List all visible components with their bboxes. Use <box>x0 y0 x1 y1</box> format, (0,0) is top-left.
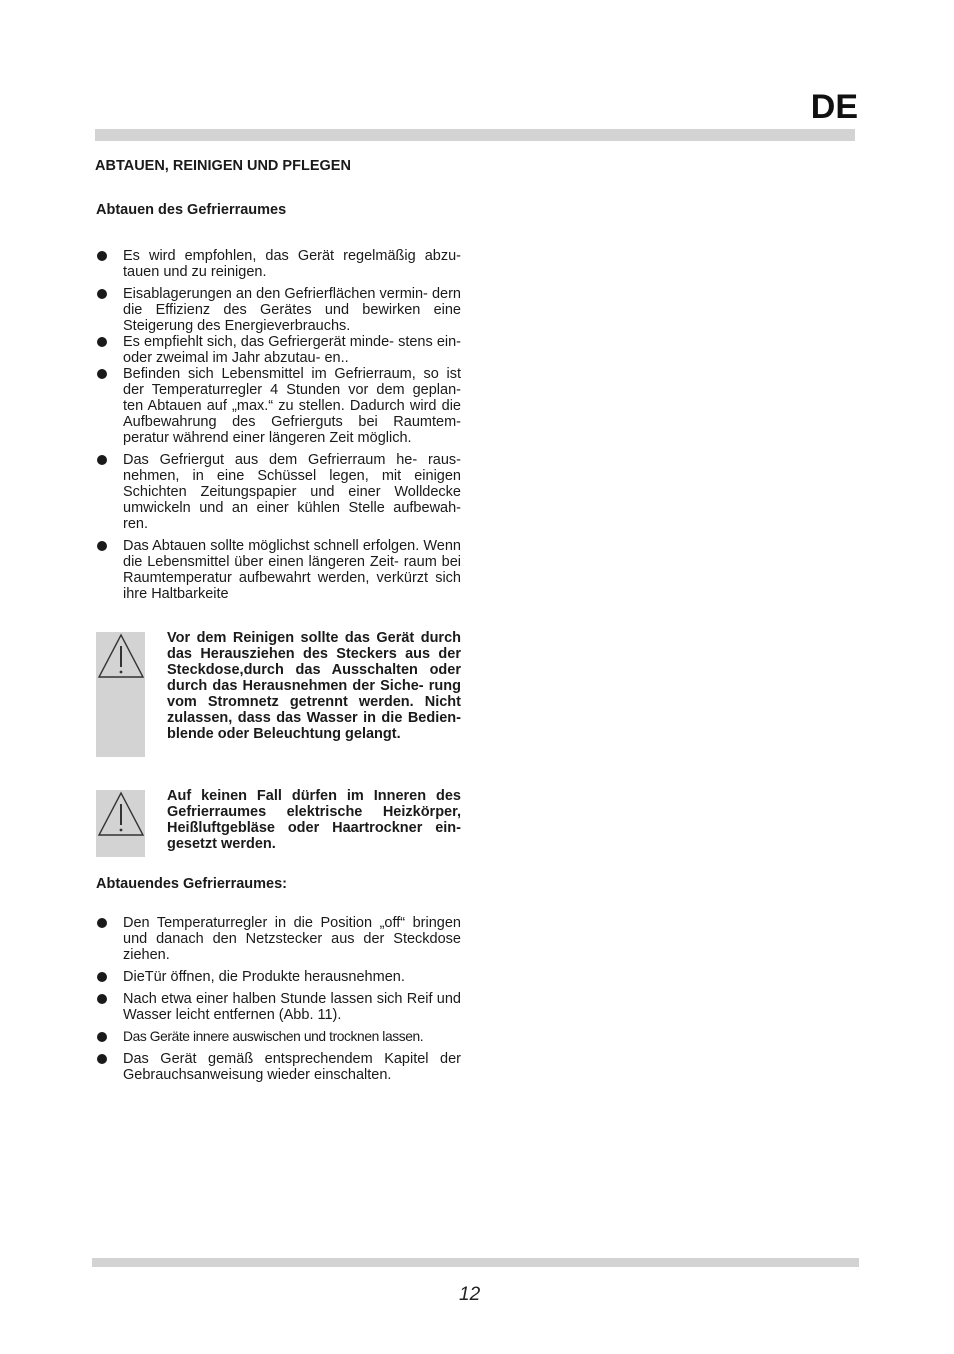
warning-triangle-icon <box>97 791 145 837</box>
list-item <box>96 366 461 446</box>
bullet-icon <box>97 918 107 928</box>
warning-text: Auf keinen Fall dürfen im Inneren des Gefrierraumes elektrische Heizkörper, Heißluftgebläse oder Haartrockner ein- gesetzt werden. <box>167 788 461 852</box>
list-item-text: DieTür öffnen, die Produkte herausnehmen. <box>123 969 405 985</box>
list-item-text: Den Temperaturregler in die Position „off“ bringen und danach den Netzstecker aus der Steckdose ziehen. <box>123 915 461 963</box>
list-item-text: Das Gefriergut aus dem Gefrierraum he- raus- nehmen, in eine Schüssel legen, mit einigen Schichten Zeitungspapier und einer Wolldecke umwickeln und an einer kühlen Stelle aufbewah- ren. <box>123 452 461 532</box>
page-number: 12 <box>459 1284 481 1305</box>
bullet-icon <box>97 1054 107 1064</box>
warning-text: Vor dem Reinigen sollte das Gerät durch das Herausziehen des Steckers aus der Steckdose,durch das Ausschalten oder durch das Herausnehmen der Siche- rung vom Stromnetz getrennt werden. Nicht zulassen, dass das Wasser in die Bedien- blende oder Beleuchtung gelangt. <box>167 630 461 742</box>
section-title: ABTAUEN, REINIGEN UND PFLEGEN <box>95 158 351 174</box>
list-item <box>96 915 461 963</box>
subheading-defrosting-steps: Abtauendes Gefrierraumes: <box>96 876 287 892</box>
list-item <box>96 991 461 1023</box>
list-item-text: Das Abtauen sollte möglichst schnell erfolgen. Wenn die Lebensmittel über einen längeren Zeit- raum bei Raumtemperatur aufbewahrt werden, verkürzt sich ihre Haltbarkeite <box>123 538 461 602</box>
bullet-icon <box>97 972 107 982</box>
bullet-icon <box>97 289 107 299</box>
warning-triangle-icon <box>97 633 145 679</box>
bullet-icon <box>97 994 107 1004</box>
list-item <box>96 969 461 985</box>
footer-divider <box>92 1258 859 1267</box>
language-code: DE <box>810 88 858 126</box>
bullet-icon <box>97 455 107 465</box>
list-item <box>96 286 461 334</box>
list-item <box>96 1051 461 1083</box>
list-item <box>96 334 461 366</box>
bullet-icon <box>97 541 107 551</box>
warning-box <box>96 632 145 757</box>
subheading-defrost-freezer: Abtauen des Gefrierraumes <box>96 202 287 218</box>
defrosting-steps-list <box>96 915 461 1083</box>
list-item-text: Es wird empfohlen, das Gerät regelmäßig abzu- tauen und zu reinigen. <box>123 248 461 280</box>
list-item-text: Befinden sich Lebensmittel im Gefrierraum, so ist der Temperaturregler 4 Stunden vor dem geplan- ten Abtauen auf „max.“ zu stellen. Dadurch wird die Aufbewahrung des Gefrierguts bei Raumtem- peratur während einer längeren Zeit möglich. <box>123 366 461 446</box>
list-item-text: Das Geräte innere auswischen und trocknen lassen. <box>123 1029 424 1044</box>
list-item <box>96 248 461 280</box>
list-item-text: Nach etwa einer halben Stunde lassen sich Reif und Wasser leicht entfernen (Abb. 11). <box>123 991 461 1023</box>
list-item-text: Eisablagerungen an den Gefrierflächen vermin- dern die Effizienz des Gerätes und bewirken eine Steigerung des Energieverbrauchs. <box>123 286 461 334</box>
bullet-icon <box>97 251 107 261</box>
warning-box <box>96 790 145 857</box>
bullet-icon <box>97 337 107 347</box>
list-item <box>96 452 461 532</box>
list-item-text: Das Gerät gemäß entsprechendem Kapitel der Gebrauchsanweisung wieder einschalten. <box>123 1051 461 1083</box>
bullet-icon <box>97 369 107 379</box>
list-item-text: Es empfiehlt sich, das Gefriergerät minde- stens ein- oder zweimal im Jahr abzutau- en.. <box>123 334 461 366</box>
list-item <box>96 538 461 602</box>
header-divider <box>95 129 855 141</box>
bullet-icon <box>97 1032 107 1042</box>
defrost-freezer-list <box>96 248 461 602</box>
list-item <box>96 1029 461 1045</box>
